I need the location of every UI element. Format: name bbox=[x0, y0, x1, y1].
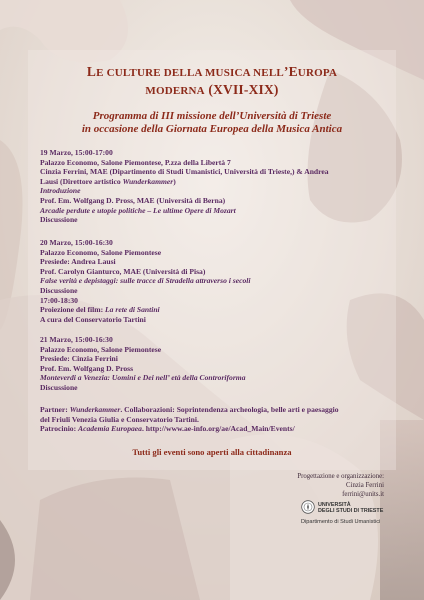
event-place: Palazzo Economo, Salone Piemontese bbox=[40, 344, 162, 354]
event-talk-title: Arcadie perdute e utopie politiche – Le ultime Opere di Mozart bbox=[40, 205, 236, 215]
subtitle bbox=[0, 110, 424, 136]
event-film: Proiezione del film: La rete di Santini bbox=[40, 305, 160, 315]
subtitle-line2: in occasione della Giornata Europea della Musica Antica bbox=[81, 123, 343, 135]
event-speaker: Prof. Em. Wolfgang D. Pross, MAE (Università di Berna) bbox=[40, 195, 226, 205]
patronage-link[interactable]: . http://www.ae-info.org/ae/Acad_Main/Events/ bbox=[141, 424, 295, 434]
organizer-email[interactable]: ferrini@units.it bbox=[342, 491, 384, 498]
event-talk-title: False verità e depistaggi: sulle tracce di Stradella attraverso i secoli bbox=[40, 276, 251, 286]
event-discussion: Discussione bbox=[40, 285, 78, 295]
event-date: 19 Marzo, 15:00-17:00 bbox=[40, 148, 113, 157]
event-speakers: Cinzia Ferrini, MAE (Dipartimento di Studi Umanistici, Università di Trieste,) & Andrea bbox=[40, 167, 329, 177]
page-title-line2: MODERNA (XVII-XIX) bbox=[145, 82, 279, 97]
event-talk-title: Monteverdi a Venezia: Uomini e Dei nell’ età della Controriforma bbox=[40, 373, 246, 383]
event-date: 21 Marzo, 15:00-16:30 bbox=[40, 335, 113, 344]
event-speaker: Prof. Carolyn Gianturco, MAE (Università di Pisa) bbox=[40, 266, 206, 276]
event-intro: Introduzione bbox=[40, 186, 81, 196]
partners bbox=[40, 405, 390, 434]
event-chair: Presiede: Cinzia Ferrini bbox=[40, 354, 118, 364]
event-20-march bbox=[40, 238, 390, 324]
event-speakers-cont: Lausi (Direttore artistico Wunderkammer) bbox=[40, 176, 176, 186]
partners-line1: Partner: Wunderkammer. Collaborazioni: Soprintendenza archeologia, belle arti e paesaggio bbox=[40, 405, 339, 414]
organizer-label: Progettazione e organizzazione: bbox=[297, 473, 384, 480]
department-name: Dipartimento di Studi Umanistici bbox=[301, 519, 381, 525]
university-seal-icon bbox=[301, 500, 315, 514]
event-time: 17:00-18:30 bbox=[40, 295, 78, 305]
partners-line2: del Friuli Venezia Giulia e Conservatorio Tartini. bbox=[40, 414, 199, 424]
event-place: Palazzo Economo, Salone Piemontese, P.zza della Libertà 7 bbox=[40, 157, 231, 167]
page-title: LE CULTURE DELLA MUSICA NELL’EUROPA bbox=[86, 64, 338, 79]
event-chair: Presiede: Andrea Lausi bbox=[40, 257, 116, 267]
patronage: Patrocinio: Academia Europaea. http://www.ae-info.org/ae/Acad_Main/Events/ bbox=[40, 424, 295, 434]
open-to-public-note: Tutti gli eventi sono aperti alla cittadinanza bbox=[132, 447, 292, 457]
event-place: Palazzo Economo, Salone Piemontese bbox=[40, 247, 162, 257]
university-logo-text: UNIVERSITÀ DEGLI STUDI DI TRIESTE bbox=[318, 502, 384, 515]
event-discussion: Discussione bbox=[40, 382, 78, 392]
event-19-march bbox=[40, 148, 390, 225]
organizer-name: Cinzia Ferrini bbox=[346, 482, 384, 489]
event-date: 20 Marzo, 15:00-16:30 bbox=[40, 238, 113, 247]
event-discussion: Discussione bbox=[40, 215, 78, 225]
organizer bbox=[224, 472, 384, 499]
event-21-march bbox=[40, 335, 390, 393]
event-organizer: A cura del Conservatorio Tartini bbox=[40, 314, 146, 324]
event-speaker: Prof. Em. Wolfgang D. Pross bbox=[40, 363, 134, 373]
subtitle-line1: Programma di III missione dell’Università di Trieste bbox=[92, 110, 332, 122]
